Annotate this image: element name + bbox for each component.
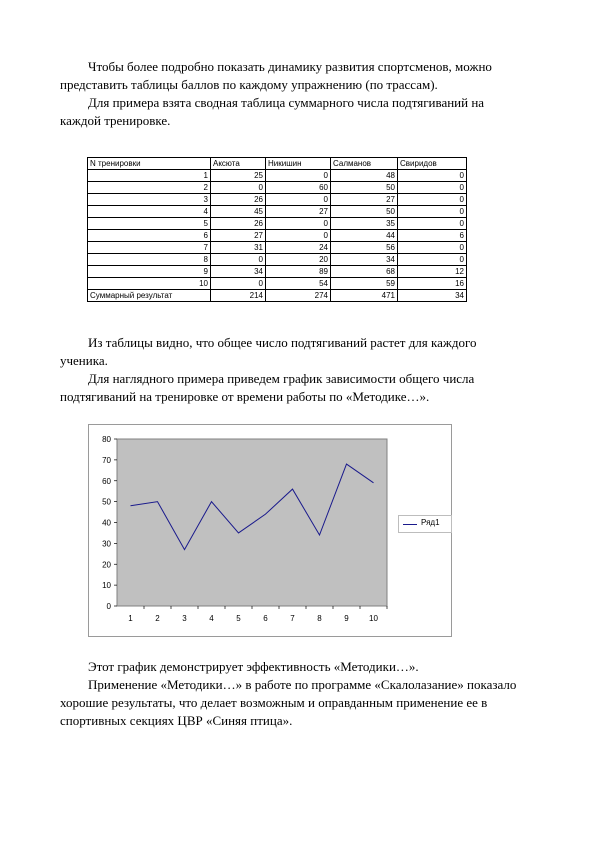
- y-tick-label: 40: [102, 518, 111, 528]
- table-row: [88, 170, 467, 182]
- table-cell: 214: [211, 290, 266, 302]
- x-tick-label: 1: [128, 614, 133, 623]
- table-cell: 44: [331, 230, 398, 242]
- table-header-cell: N тренировки: [88, 158, 211, 170]
- table-header-cell: Свиридов: [398, 158, 467, 170]
- table-row: [88, 194, 467, 206]
- intro-paragraph: [60, 58, 528, 130]
- middle-line-2: ученика.: [60, 353, 108, 368]
- table-cell: 34: [211, 266, 266, 278]
- table-cell: 25: [211, 170, 266, 182]
- table-cell: 16: [398, 278, 467, 290]
- y-tick-label: 30: [102, 539, 111, 549]
- table-cell: 50: [331, 182, 398, 194]
- table-cell: 34: [398, 290, 467, 302]
- intro-line-3: Для примера взята сводная таблица суммарного числа подтягиваний на: [88, 95, 485, 110]
- table-total-row: [88, 290, 467, 302]
- outro-line-4: спортивных секциях ЦВР «Синяя птица».: [60, 713, 293, 728]
- table-cell: 6: [88, 230, 211, 242]
- outro-paragraph: [60, 658, 528, 730]
- x-tick-label: 6: [263, 614, 268, 623]
- table-cell: 68: [331, 266, 398, 278]
- y-tick-label: 0: [106, 602, 111, 611]
- table-header-row: [88, 158, 467, 170]
- table-cell: 35: [331, 218, 398, 230]
- legend-label: Ряд1: [421, 518, 440, 527]
- y-tick-label: 50: [102, 497, 111, 507]
- table-cell: 12: [398, 266, 467, 278]
- y-tick-label: 10: [102, 581, 111, 591]
- y-tick-label: 70: [102, 455, 111, 465]
- table-cell: 7: [88, 242, 211, 254]
- chart-legend: [398, 515, 452, 533]
- x-tick-label: 8: [317, 614, 322, 623]
- x-tick-label: 3: [182, 614, 187, 623]
- table-cell: 24: [266, 242, 331, 254]
- training-table: [87, 157, 467, 302]
- table-cell: 0: [266, 230, 331, 242]
- table-cell: 0: [266, 194, 331, 206]
- intro-line-1: Чтобы более подробно показать динамику развития спортсменов, можно: [88, 59, 492, 74]
- table-cell: 45: [211, 206, 266, 218]
- table-header-cell: Никишин: [266, 158, 331, 170]
- outro-line-1: Этот график демонстрирует эффективность «Методики…».: [88, 659, 419, 674]
- table-cell: 59: [331, 278, 398, 290]
- table-cell: 0: [398, 218, 467, 230]
- table-cell: 0: [266, 170, 331, 182]
- line-chart: [88, 424, 452, 637]
- table-cell: 5: [88, 218, 211, 230]
- table-cell: 10: [88, 278, 211, 290]
- table-cell: 31: [211, 242, 266, 254]
- table-cell: 50: [331, 206, 398, 218]
- middle-line-3: Для наглядного примера приведем график зависимости общего числа: [88, 371, 475, 386]
- table-cell: 0: [398, 182, 467, 194]
- table-row: [88, 182, 467, 194]
- x-tick-label: 7: [290, 614, 295, 623]
- table-cell: Суммарный результат: [88, 290, 211, 302]
- table-cell: 56: [331, 242, 398, 254]
- table-cell: 27: [211, 230, 266, 242]
- table-cell: 0: [266, 218, 331, 230]
- table-cell: 34: [331, 254, 398, 266]
- table-cell: 89: [266, 266, 331, 278]
- table-row: [88, 206, 467, 218]
- table-cell: 0: [211, 182, 266, 194]
- table-cell: 4: [88, 206, 211, 218]
- table-cell: 0: [398, 194, 467, 206]
- table-cell: 26: [211, 194, 266, 206]
- table-cell: 0: [211, 254, 266, 266]
- table-row: [88, 266, 467, 278]
- table-cell: 20: [266, 254, 331, 266]
- table-cell: 1: [88, 170, 211, 182]
- table-cell: 27: [331, 194, 398, 206]
- table-cell: 60: [266, 182, 331, 194]
- table-header-cell: Салманов: [331, 158, 398, 170]
- y-tick-label: 60: [102, 476, 111, 486]
- table-cell: 48: [331, 170, 398, 182]
- table-cell: 54: [266, 278, 331, 290]
- middle-paragraph: [60, 334, 528, 406]
- legend-swatch: [403, 524, 417, 525]
- table-row: [88, 278, 467, 290]
- x-tick-label: 10: [369, 614, 378, 623]
- table-row: [88, 242, 467, 254]
- table-cell: 0: [211, 278, 266, 290]
- y-tick-label: 80: [102, 435, 111, 444]
- table-row: [88, 230, 467, 242]
- middle-line-1: Из таблицы видно, что общее число подтягиваний растет для каждого: [88, 335, 477, 350]
- table-cell: 27: [266, 206, 331, 218]
- table-cell: 2: [88, 182, 211, 194]
- table-cell: 3: [88, 194, 211, 206]
- table-cell: 471: [331, 290, 398, 302]
- table-cell: 0: [398, 170, 467, 182]
- x-tick-label: 4: [209, 614, 214, 623]
- intro-line-2: представить таблицы баллов по каждому упражнению (по трассам).: [60, 77, 438, 92]
- table-cell: 0: [398, 254, 467, 266]
- table-cell: 8: [88, 254, 211, 266]
- table-row: [88, 254, 467, 266]
- table-cell: 274: [266, 290, 331, 302]
- table-cell: 26: [211, 218, 266, 230]
- chart-svg: [89, 425, 451, 636]
- x-tick-label: 2: [155, 614, 160, 623]
- intro-line-4: каждой тренировке.: [60, 113, 171, 128]
- outro-line-3: хорошие результаты, что делает возможным и оправданным применение ее в: [60, 695, 488, 710]
- x-tick-label: 9: [344, 614, 349, 623]
- table-cell: 0: [398, 242, 467, 254]
- outro-line-2: Применение «Методики…» в работе по программе «Скалолазание» показало: [88, 677, 517, 692]
- table-row: [88, 218, 467, 230]
- y-tick-label: 20: [102, 560, 111, 570]
- middle-line-4: подтягиваний на тренировке от времени работы по «Методике…».: [60, 389, 430, 404]
- table-cell: 9: [88, 266, 211, 278]
- table-cell: 0: [398, 206, 467, 218]
- table-header-cell: Аксюта: [211, 158, 266, 170]
- table-cell: 6: [398, 230, 467, 242]
- x-tick-label: 5: [236, 614, 241, 623]
